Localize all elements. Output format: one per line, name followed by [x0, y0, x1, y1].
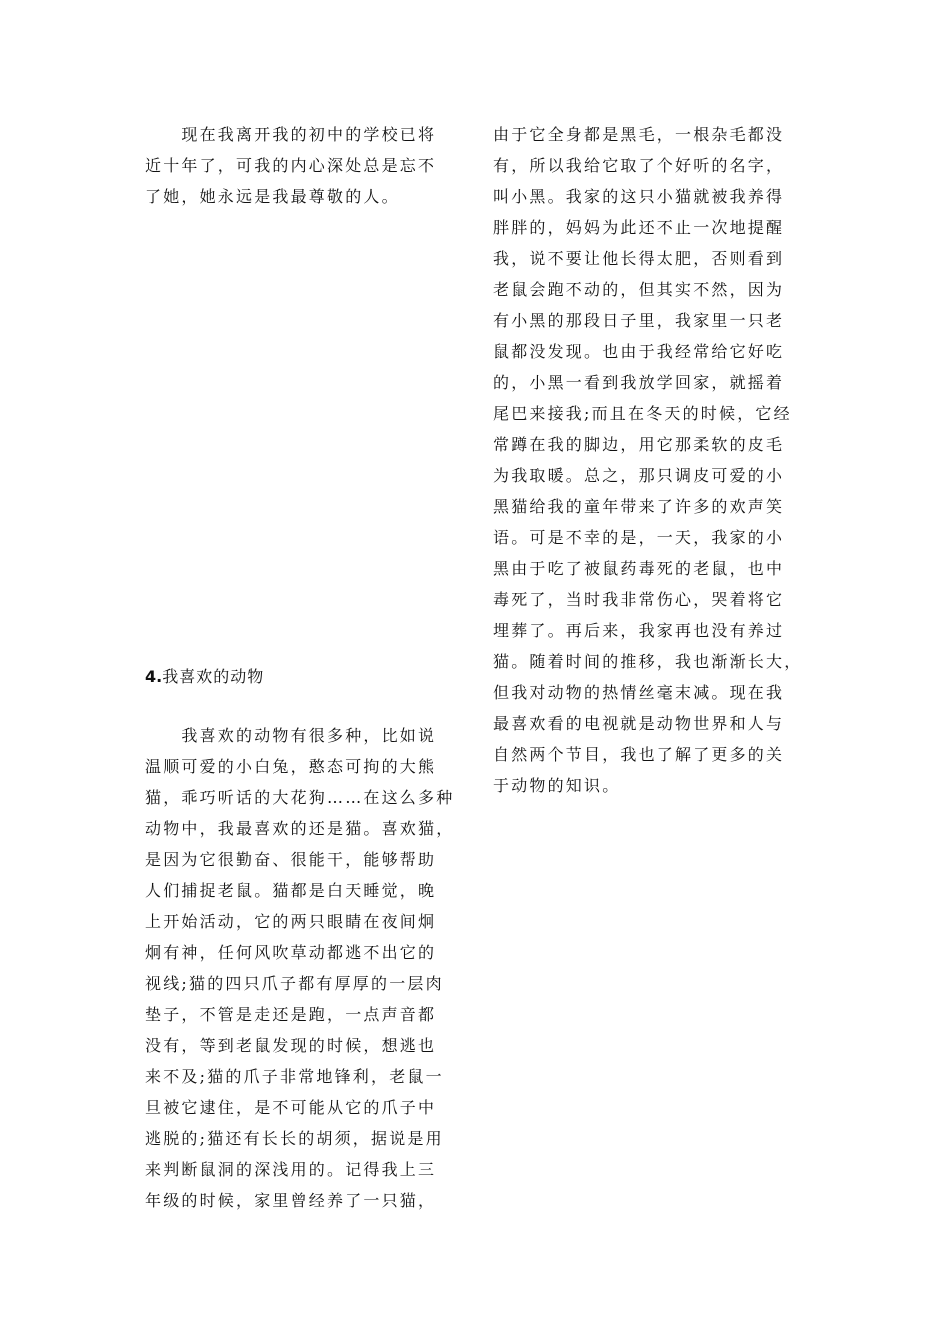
right-column-paragraph	[493, 119, 803, 801]
text-line: 自然两个节目，我也了解了更多的关	[493, 745, 785, 764]
text-line: 语。可是不幸的是，一天，我家的小	[493, 528, 785, 547]
text-line: 黑由于吃了被鼠药毒死的老鼠，也中	[493, 559, 785, 578]
section-heading	[145, 661, 264, 692]
section-number: 4.	[145, 667, 163, 686]
text-line: 是因为它很勤奋、很能干，能够帮助	[145, 850, 437, 869]
text-line: 上开始活动，它的两只眼睛在夜间炯	[145, 912, 437, 931]
section-title: 我喜欢的动物	[162, 667, 265, 686]
text-line: 旦被它逮住，是不可能从它的爪子中	[145, 1098, 437, 1117]
text-line: 胖胖的，妈妈为此还不止一次地提醒	[493, 218, 785, 237]
text-line: 有，所以我给它取了个好听的名字，	[493, 156, 785, 175]
text-line: 视线;猫的四只爪子都有厚厚的一层肉	[145, 974, 444, 993]
text-line: 最喜欢看的电视就是动物世界和人与	[493, 714, 785, 733]
text-line: 垫子，不管是走还是跑，一点声音都	[145, 1005, 437, 1024]
text-line: 猫，乖巧听话的大花狗……在这么多种	[145, 788, 455, 807]
text-line: 于动物的知识。	[493, 776, 621, 795]
text-line: 年级的时候，家里曾经养了一只猫，	[145, 1191, 437, 1210]
text-line: 没有，等到老鼠发现的时候，想逃也	[145, 1036, 437, 1055]
text-line: 鼠都没发现。也由于我经常给它好吃	[493, 342, 785, 361]
text-line: 由于它全身都是黑毛，一根杂毛都没	[493, 125, 785, 144]
left-column-paragraph-1	[145, 119, 455, 212]
text-line: 我，说不要让他长得太肥，否则看到	[493, 249, 785, 268]
text-line: 黑猫给我的童年带来了许多的欢声笑	[493, 497, 785, 516]
text-line: 逃脱的;猫还有长长的胡须，据说是用	[145, 1129, 444, 1148]
text-line: 毒死了，当时我非常伤心，哭着将它	[493, 590, 785, 609]
text-line: 来判断鼠洞的深浅用的。记得我上三	[145, 1160, 437, 1179]
text-line: 近十年了，可我的内心深处总是忘不	[145, 156, 437, 175]
text-line: 温顺可爱的小白兔，憨态可拘的大熊	[145, 757, 437, 776]
text-line: 动物中，我最喜欢的还是猫。喜欢猫，	[145, 819, 455, 838]
text-line: 炯有神，任何风吹草动都逃不出它的	[145, 943, 437, 962]
text-line: 但我对动物的热情丝毫末减。现在我	[493, 683, 785, 702]
text-line: 尾巴来接我;而且在冬天的时候，它经	[493, 404, 792, 423]
text-line: 的，小黑一看到我放学回家，就摇着	[493, 373, 785, 392]
text-line: 老鼠会跑不动的，但其实不然，因为	[493, 280, 785, 299]
text-line: 常蹲在我的脚边，用它那柔软的皮毛	[493, 435, 785, 454]
text-line: 猫。随着时间的推移，我也渐渐长大，	[493, 652, 803, 671]
text-line: 有小黑的那段日子里，我家里一只老	[493, 311, 785, 330]
text-line: 为我取暖。总之，那只调皮可爱的小	[493, 466, 785, 485]
text-line: 埋葬了。再后来，我家再也没有养过	[493, 621, 785, 640]
text-line: 来不及;猫的爪子非常地锋利，老鼠一	[145, 1067, 444, 1086]
text-line: 叫小黑。我家的这只小猫就被我养得	[493, 187, 785, 206]
text-line: 了她，她永远是我最尊敬的人。	[145, 187, 400, 206]
text-line: 现在我离开我的初中的学校已将	[145, 125, 437, 144]
text-line: 我喜欢的动物有很多种，比如说	[145, 726, 437, 745]
left-column-paragraph-2	[145, 720, 455, 1216]
text-line: 人们捕捉老鼠。猫都是白天睡觉，晚	[145, 881, 437, 900]
